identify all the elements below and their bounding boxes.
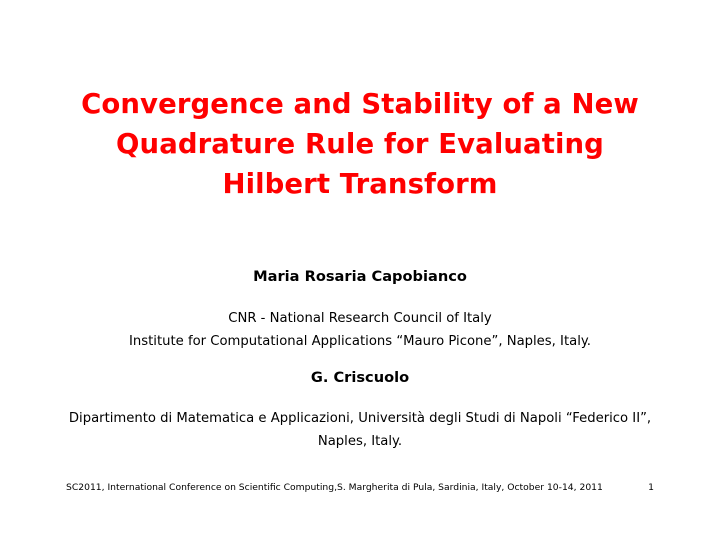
affiliation-line: Institute for Computational Applications “Mauro Picone”, Naples, Italy.: [129, 334, 591, 349]
author-name-2: G. Criscuolo: [310, 369, 410, 386]
affiliation-line: Naples, Italy.: [317, 434, 403, 449]
affiliation-line: Dipartimento di Matematica e Applicazioni, Università degli Studi di Napoli “Federico II”,: [68, 411, 652, 426]
author-affiliation-2: [0, 407, 720, 453]
page-number: 1: [648, 482, 654, 493]
title-line: Quadrature Rule for Evaluating: [116, 128, 604, 160]
slide-footer: SC2011, International Conference on Scientific Computing,S. Margherita di Pula, Sardinia, Italy, October 10-14, 2011: [66, 482, 603, 493]
affiliation-line: CNR - National Research Council of Italy: [228, 311, 492, 326]
title-line: Convergence and Stability of a New: [81, 88, 639, 120]
slide-title: [0, 84, 720, 204]
author-name-1: Maria Rosaria Capobianco: [253, 268, 467, 285]
title-line: Hilbert Transform: [222, 168, 498, 200]
author-affiliation-1: [0, 307, 720, 353]
